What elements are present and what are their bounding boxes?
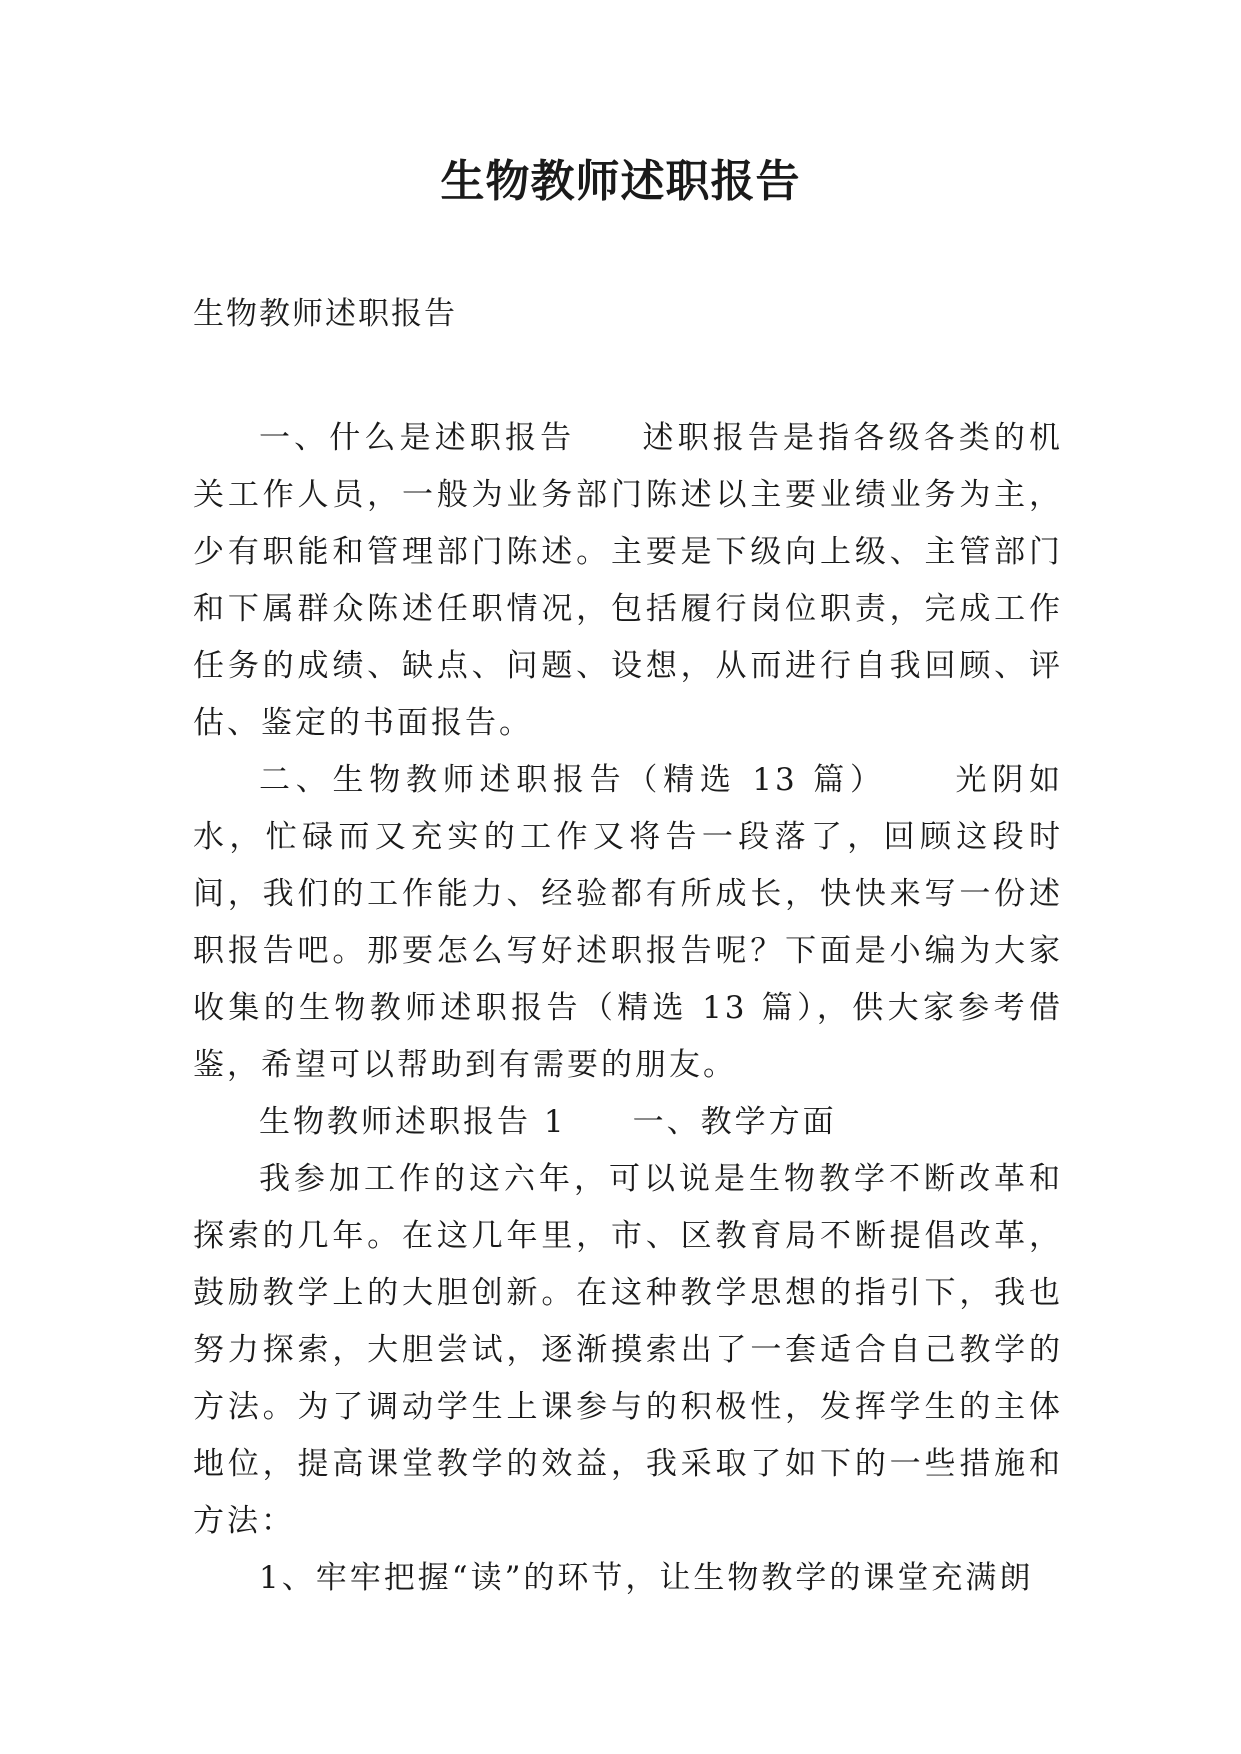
paragraph-lead: 生物教师述职报告 1	[259, 1104, 567, 1140]
paragraph-lead: 二、生物教师述职报告（精选 13 篇）	[259, 762, 887, 798]
paragraph-lead: 一、什么是述职报告	[259, 420, 576, 456]
paragraph-report-1-heading	[193, 1094, 1063, 1151]
paragraph-text: 我参加工作的这六年，可以说是生物教学不断改革和探索的几年。在这几年里，市、区教育局不断提倡改革，鼓励教学上的大胆创新。在这种教学思想的指引下，我也努力探索，大胆尝试，逐渐摸索出了一套适合自己教学的方法。为了调动学生上课参与的积极性，发挥学生的主体地位，提高课堂教学的效益，我采取了如下的一些措施和方法：	[193, 1161, 1063, 1539]
document-title: 生物教师述职报告	[440, 156, 801, 207]
paragraph-what-is-report	[193, 410, 1063, 752]
paragraph-text: 光阴如水，忙碌而又充实的工作又将告一段落了，回顾这段时间，我们的工作能力、经验都有所成长，快快来写一份述职报告吧。那要怎么写好述职报告呢？下面是小编为大家收集的生物教师述职报告（精选 13 篇），供大家参考借鉴，希望可以帮助到有需要的朋友。	[193, 762, 1064, 1083]
paragraph-selected-reports	[193, 752, 1063, 1094]
document-subtitle: 生物教师述职报告	[193, 296, 457, 332]
paragraph-text: 述职报告是指各级各类的机关工作人员，一般为业务部门陈述以主要业绩业务为主，少有职能和管理部门陈述。主要是下级向上级、主管部门和下属群众陈述任职情况，包括履行岗位职责，完成工作任务的成绩、缺点、问题、设想，从而进行自我回顾、评估、鉴定的书面报告。	[193, 420, 1064, 741]
document-body	[193, 410, 1063, 1607]
paragraph-text: 1、牢牢把握“读”的环节，让生物教学的课堂充满朗	[259, 1560, 1034, 1596]
paragraph-reading-step	[193, 1550, 1063, 1607]
paragraph-teaching-reform	[193, 1151, 1063, 1550]
paragraph-text: 一、教学方面	[632, 1104, 837, 1140]
